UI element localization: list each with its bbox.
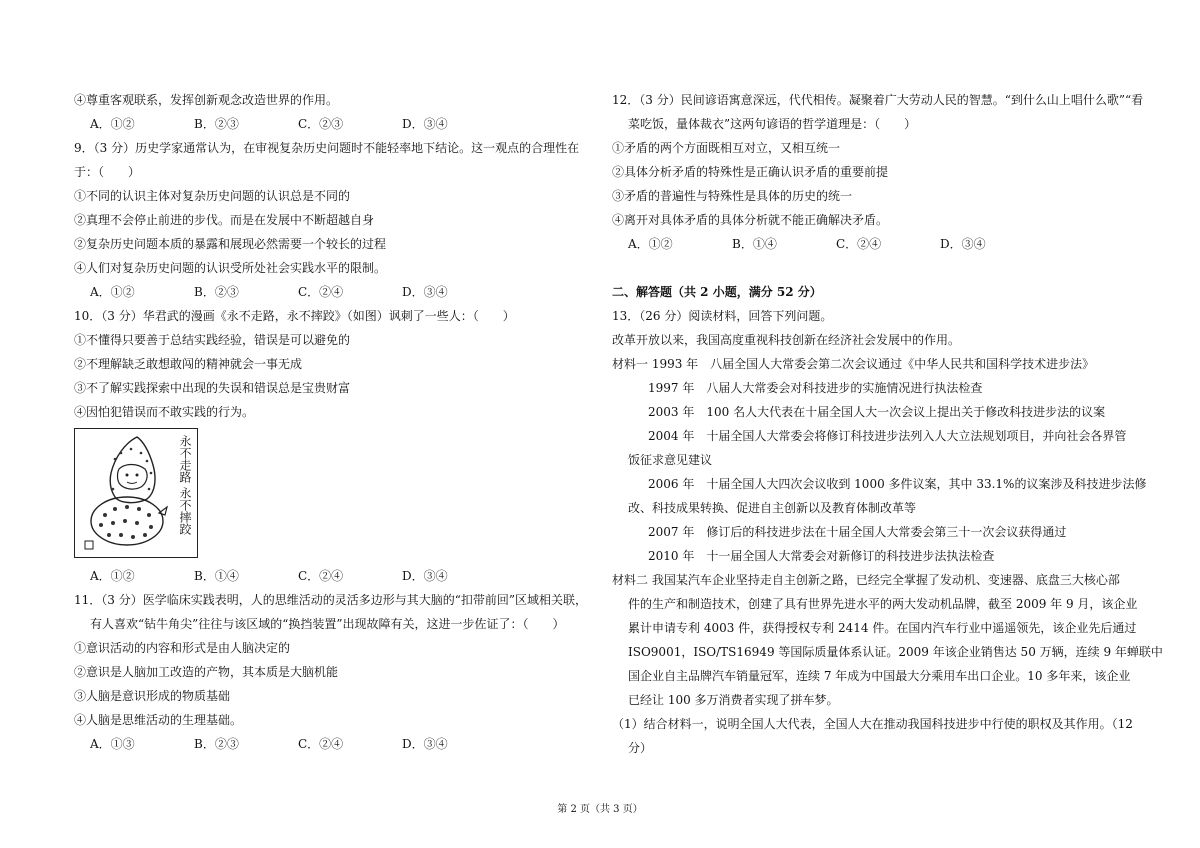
page-footer: 第 2 页（共 3 页） xyxy=(557,804,643,815)
option-c: C．②④ xyxy=(298,737,344,751)
sub-question-1: （1）结合材料一，说明全国人大代表，全国人大在推动我国科技进步中行使的职权及其作用。（12 xyxy=(612,717,1133,731)
text-line: 已经让 100 多万消费者实现了拼车梦。 xyxy=(628,693,839,707)
text-line: ④人们对复杂历史问题的认识受所处社会实践水平的限制。 xyxy=(74,261,387,275)
options-q8 xyxy=(90,116,506,132)
option-d: D．③④ xyxy=(940,237,986,251)
question-13: 13．（26 分）阅读材料，回答下列问题。 xyxy=(612,309,833,323)
option-a: A．①② xyxy=(90,117,135,131)
option-b: B．①④ xyxy=(732,237,777,251)
text-line: ④人脑是思维活动的生理基础。 xyxy=(74,713,243,727)
text-line: ①不同的认识主体对复杂历史问题的认识总是不同的 xyxy=(74,189,351,203)
text-line: ④尊重客观联系，发挥创新观念改造世界的作用。 xyxy=(74,93,339,107)
text-line: 国企业自主品牌汽车销量冠军，连续 7 年成为中国最大分乘用车出口企业。10 多年来，该企业 xyxy=(628,669,1131,683)
text-line: ②意识是人脑加工改造的产物，其本质是大脑机能 xyxy=(74,665,339,679)
text-line: ②不理解缺乏敢想敢闯的精神就会一事无成 xyxy=(74,357,303,371)
option-a: A．①③ xyxy=(90,737,135,751)
text-line: 分） xyxy=(628,741,653,755)
option-d: D．③④ xyxy=(402,285,448,299)
timeline-entry: 1997 年 八届人大常委会对科技进步的实施情况进行执法检查 xyxy=(648,381,983,395)
question-11: 11．（3 分）医学临床实践表明，人的思维活动的灵活多边形与其大脑的“扣带前回”区域相关联， xyxy=(74,593,587,607)
options-q10 xyxy=(90,568,506,584)
option-b: B．①④ xyxy=(194,569,239,583)
question-12: 12．（3 分）民间谚语寓意深远，代代相传。凝聚着广大劳动人民的智慧。“到什么山上唱什么歌”“看 xyxy=(612,93,1144,107)
option-d: D．③④ xyxy=(402,569,448,583)
option-c: C．②③ xyxy=(298,117,344,131)
option-b: B．②③ xyxy=(194,737,239,751)
text-line: ②真理不会停止前进的步伐。而是在发展中不断超越自身 xyxy=(74,213,375,227)
text-line: ①矛盾的两个方面既相互对立，又相互统一 xyxy=(612,141,841,155)
text-line: 饭征求意见建议 xyxy=(628,453,713,467)
section-heading: 二、解答题（共 2 小题，满分 52 分） xyxy=(612,285,822,299)
option-a: A．①② xyxy=(90,569,135,583)
option-c: C．②④ xyxy=(298,569,344,583)
text-line: ①意识活动的内容和形式是由人脑决定的 xyxy=(74,641,291,655)
material-two: 材料二 我国某汽车企业坚持走自主创新之路，已经完全掌握了发动机、变速器、底盘三大核心部 xyxy=(612,573,1120,587)
option-b: B．②③ xyxy=(194,285,239,299)
text-line: 改革开放以来，我国高度重视科技创新在经济社会发展中的作用。 xyxy=(612,333,961,347)
text-line: 有人喜欢“钻牛角尖”往往与该区域的“换挡装置”出现故障有关，这进一步佐证了：（ ） xyxy=(90,617,565,631)
timeline-entry: 2003 年 100 名人大代表在十届全国人大一次会议上提出关于修改科技进步法的议案 xyxy=(648,405,1106,419)
text-line: ③人脑是意识形成的物质基础 xyxy=(74,689,231,703)
text-line: ③矛盾的普遍性与特殊性是具体的历史的统一 xyxy=(612,189,853,203)
cartoon-image xyxy=(74,428,198,558)
option-d: D．③④ xyxy=(402,737,448,751)
text-line: 件的生产和制造技术，创建了具有世界先进水平的两大发动机品牌，截至 2009 年 9 月，该企业 xyxy=(628,597,1138,611)
options-q11 xyxy=(90,736,506,752)
option-b: B．②③ xyxy=(194,117,239,131)
timeline-entry: 2007 年 修订后的科技进步法在十届全国人大常委会第三十一次会议获得通过 xyxy=(648,525,1067,539)
question-10: 10．（3 分）华君武的漫画《永不走路，永不摔跤》（如图）讽刺了一些人：（ ） xyxy=(74,309,515,323)
options-q9 xyxy=(90,284,506,300)
material-one: 材料一 1993 年 八届全国人大常委会第二次会议通过《中华人民共和国科学技术进步法》 xyxy=(612,357,1095,371)
cartoon-caption: 永不走路 永不摔跤 xyxy=(178,435,192,535)
option-a: A．①② xyxy=(90,285,135,299)
option-d: D．③④ xyxy=(402,117,448,131)
options-q12 xyxy=(628,236,1044,252)
timeline-entry: 2010 年 十一届全国人大常委会对新修订的科技进步法执法检查 xyxy=(648,549,995,563)
text-line: ③不了解实践探索中出现的失误和错误总是宝贵财富 xyxy=(74,381,351,395)
text-line: 菜吃饭，量体裁衣”这两句谚语的哲学道理是：（ ） xyxy=(628,117,917,131)
option-c: C．②④ xyxy=(836,237,882,251)
question-9: 9．（3 分）历史学家通常认为，在审视复杂历史问题时不能轻率地下结论。这一观点的合理性在 xyxy=(74,141,580,155)
option-c: C．②④ xyxy=(298,285,344,299)
text-line: 于：（ ） xyxy=(74,165,141,179)
timeline-entry: 2004 年 十届全国人大常委会将修订科技进步法列入人大立法规划项目，并向社会各界管 xyxy=(648,429,1127,443)
text-line: ②具体分析矛盾的特殊性是正确认识矛盾的重要前提 xyxy=(612,165,889,179)
text-line: ④因怕犯错误而不敢实践的行为。 xyxy=(74,405,255,419)
text-line: ②复杂历史问题本质的暴露和展现必然需要一个较长的过程 xyxy=(74,237,387,251)
option-a: A．①② xyxy=(628,237,673,251)
timeline-entry: 2006 年 十届全国人大四次会议收到 1000 多件议案，其中 33.1%的议案涉及科技进步法修 xyxy=(648,477,1147,491)
text-line: ④离开对具体矛盾的具体分析就不能正确解决矛盾。 xyxy=(612,213,889,227)
text-line: 累计申请专利 4003 件，获得授权专利 2414 件。在国内汽车行业中遥遥领先，该企业先后通过 xyxy=(628,621,1137,635)
text-line: ISO9001，ISO/TS16949 等国际质量体系认证。2009 年该企业销售达 50 万辆，连续 9 年蝉联中 xyxy=(628,645,1163,659)
text-line: 改、科技成果转换、促进自主创新以及教育体制改革等 xyxy=(628,501,917,515)
text-line: ①不懂得只要善于总结实践经验，错误是可以避免的 xyxy=(74,333,351,347)
